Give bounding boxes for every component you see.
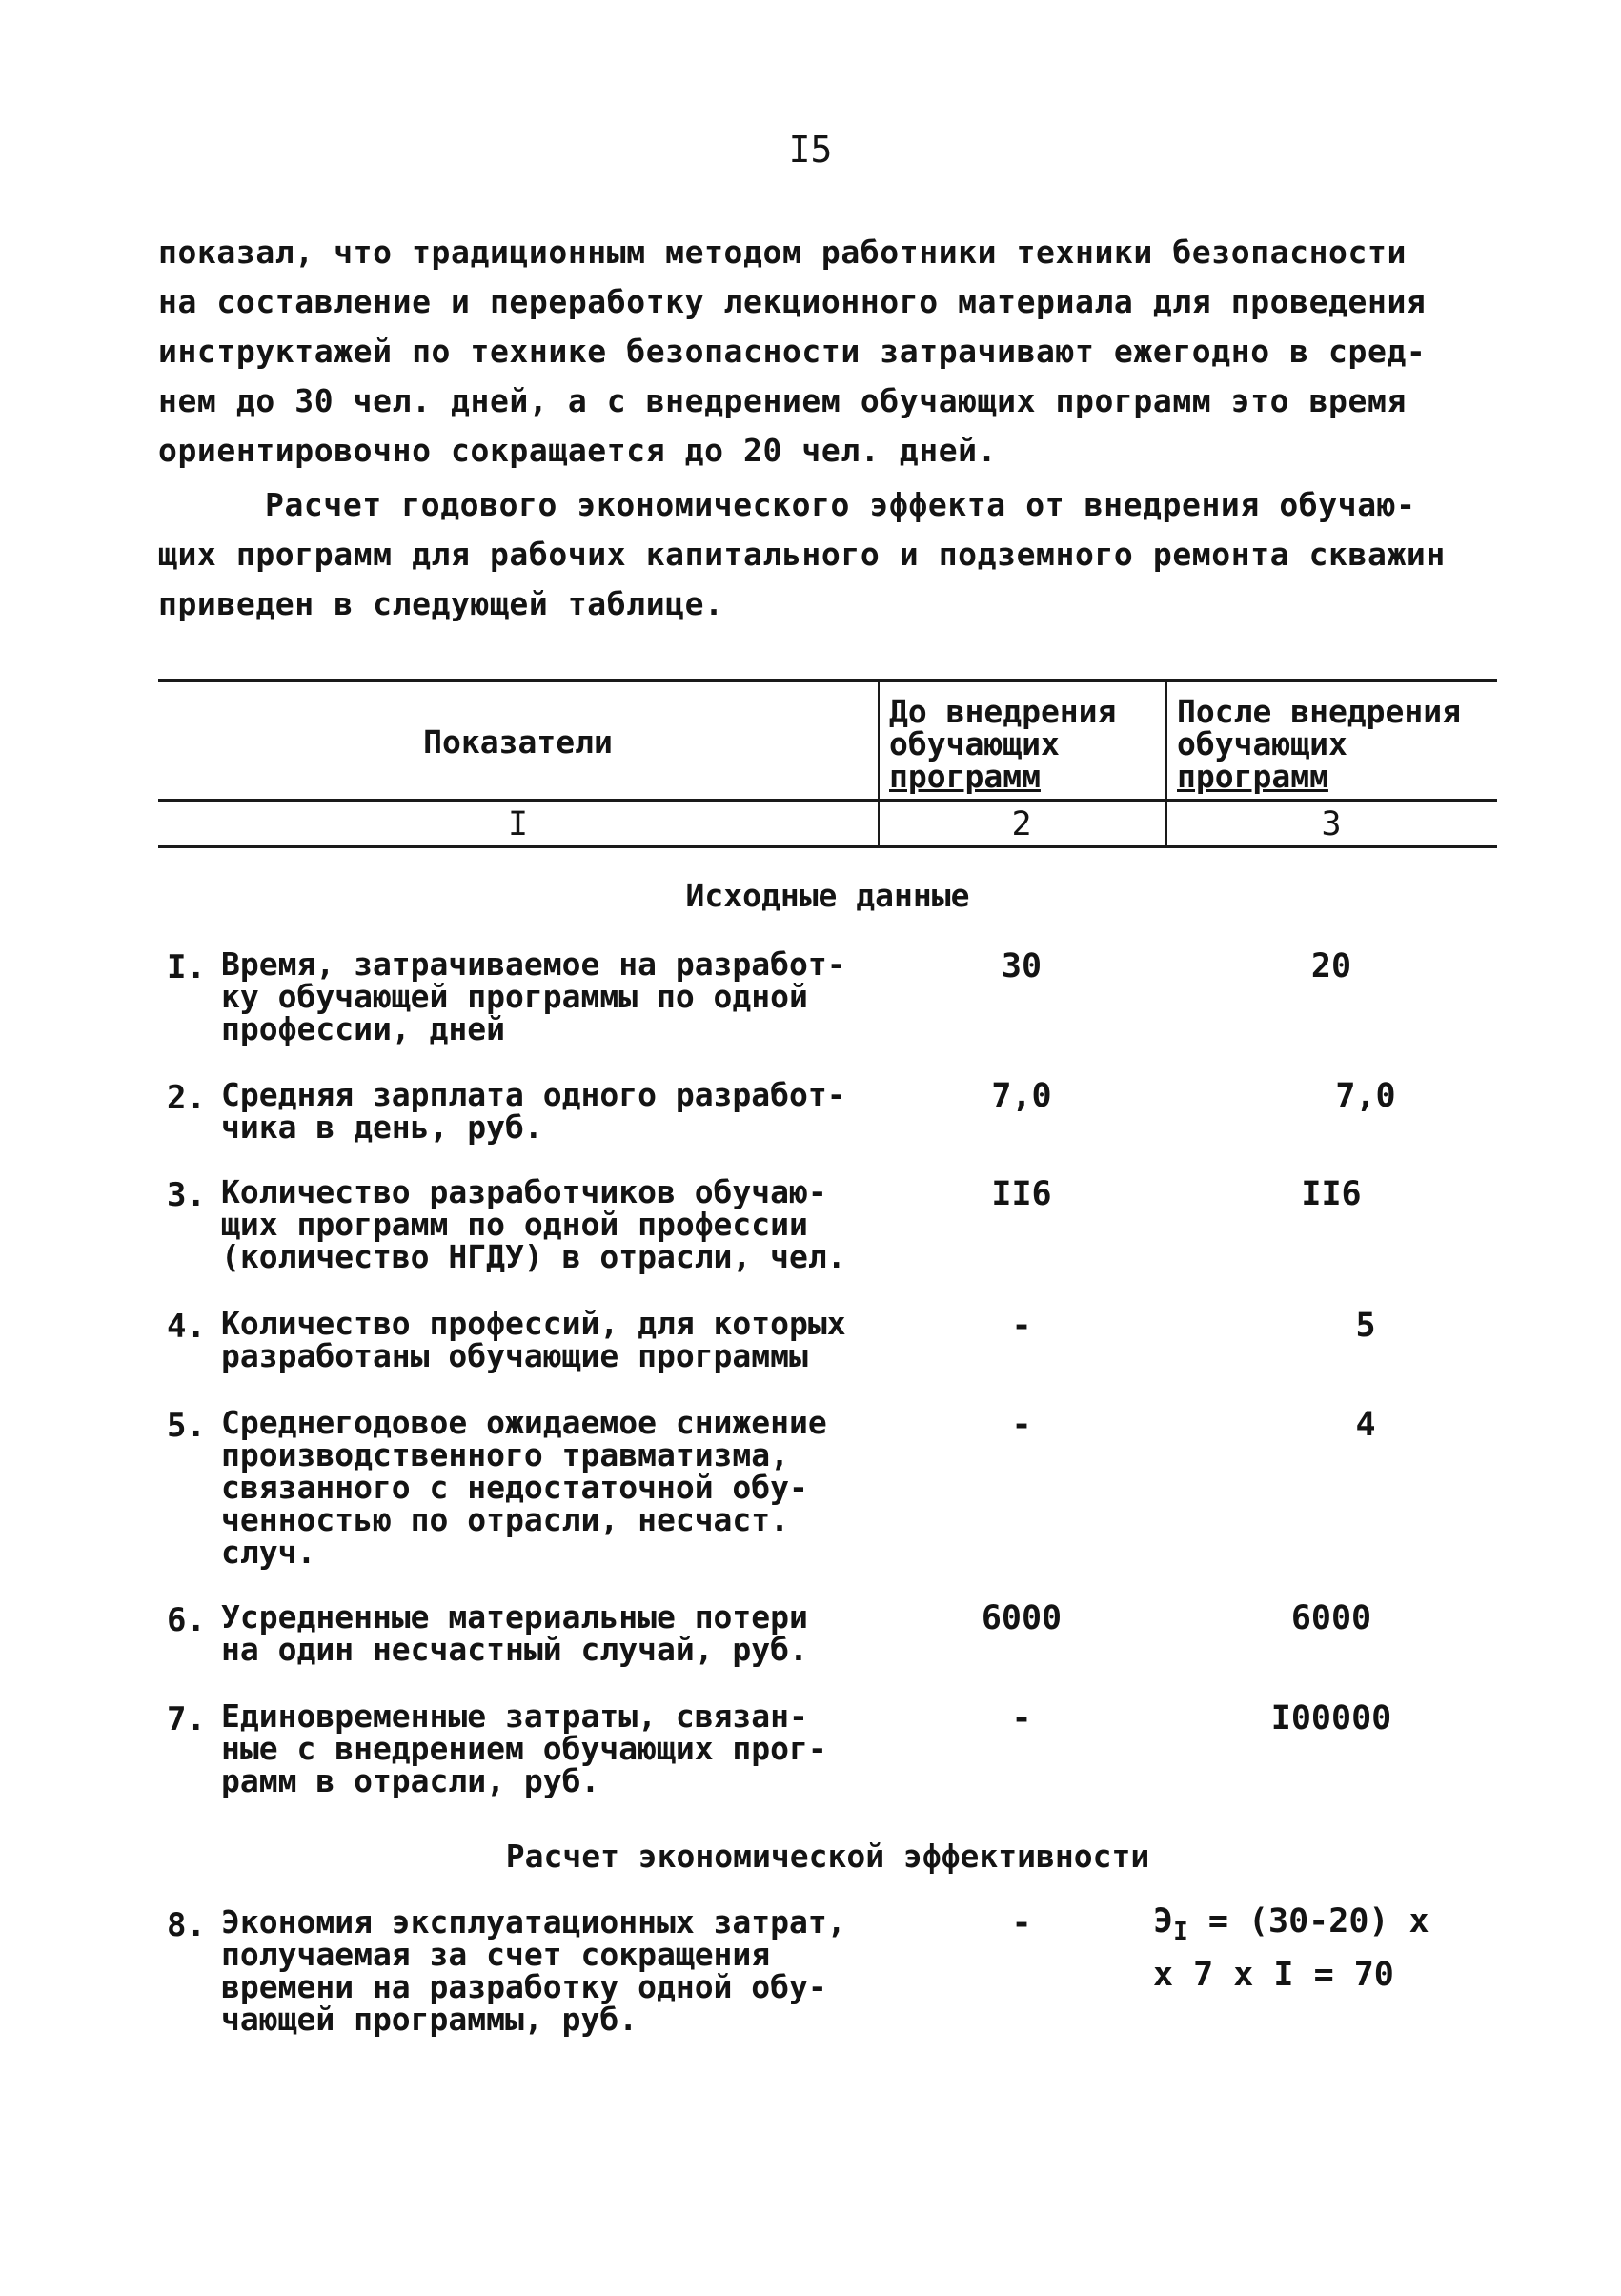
row-value-after: 20	[1310, 947, 1352, 985]
paragraph-1-line-3: инструктажей по технике безопасности затрачивают ежегодно в сред-	[158, 333, 1427, 370]
header-after-line-2: обучающих	[1177, 725, 1347, 762]
table-top-rule	[158, 679, 1497, 682]
paragraph-1-line-4: нем до 30 чел. дней, а с внедрением обучающих программ это время	[158, 382, 1407, 419]
header-after-line-3: программ	[1177, 758, 1328, 795]
section-title-economic-efficiency: Расчет экономической эффективности	[505, 1838, 1150, 1875]
formula-symbol: Э	[1153, 1902, 1174, 1940]
row-value-after: II6	[1301, 1175, 1362, 1213]
row-number: 2.	[167, 1079, 206, 1117]
row-number: 5.	[167, 1407, 206, 1445]
row-number: 6.	[167, 1601, 206, 1639]
row-value-after: I00000	[1270, 1699, 1392, 1737]
row-number: 3.	[167, 1176, 206, 1214]
formula-subscript: I	[1173, 1918, 1188, 1946]
row-value-before: II6	[991, 1175, 1052, 1213]
header-before-line-1: До внедрения	[889, 693, 1117, 730]
row-value-before: -	[1011, 1307, 1032, 1345]
row-label: Средняя зарплата одного разработ- чика в день, руб.	[221, 1076, 846, 1146]
paragraph-2-line-3: приведен в следующей таблице.	[158, 585, 724, 622]
row-label: Экономия эксплуатационных затрат, получаемая за счет сокращения времени на разработку одной обу- чающей программы, руб.	[221, 1903, 846, 2038]
row-value-before: 7,0	[991, 1077, 1052, 1115]
column-number-2: 2	[1011, 805, 1032, 843]
row-label: Время, затрачиваемое на разработ- ку обучающей программы по одной профессии, дней	[221, 945, 846, 1047]
row-value-before: -	[1011, 1904, 1032, 1942]
row-value-before: -	[1011, 1699, 1032, 1737]
header-before-line-3: программ	[889, 758, 1041, 795]
row-value-before: 6000	[981, 1599, 1063, 1637]
page-number: I5	[788, 129, 833, 171]
table-header-rule	[158, 799, 1497, 802]
paragraph-1-line-2: на составление и переработку лекционного материала для проведения	[158, 283, 1427, 320]
row-label: Усредненные материальные потери на один несчастный случай, руб.	[221, 1598, 808, 1668]
header-after-line-1: После внедрения	[1177, 693, 1462, 730]
paragraph-1-line-1: показал, что традиционным методом работники техники безопасности	[158, 234, 1407, 271]
row-number: 4.	[167, 1308, 206, 1346]
formula-expression: = (30-20) x	[1207, 1902, 1429, 1940]
header-indicators: Показатели	[423, 723, 613, 761]
row-label: Количество разработчиков обучаю- щих программ по одной профессии (количество НГДУ) в отрасли, чел.	[221, 1173, 846, 1275]
row-number: 8.	[167, 1906, 206, 1944]
row-value-before: 30	[1001, 947, 1043, 985]
row-label: Среднегодовое ожидаемое снижение производственного травматизма, связанного с недостаточной обу- ченностью по отрасли, несчаст. случ.	[221, 1404, 827, 1571]
paragraph-2-line-2: щих программ для рабочих капитального и подземного ремонта скважин	[158, 536, 1446, 573]
row-value-after: 6000	[1290, 1599, 1372, 1637]
row-number: 7.	[167, 1700, 206, 1738]
header-before-line-2: обучающих	[889, 725, 1060, 762]
paragraph-1-line-5: ориентировочно сокращается до 20 чел. дней.	[158, 432, 998, 469]
column-number-3: 3	[1321, 805, 1342, 843]
row-value-before: -	[1011, 1406, 1032, 1444]
row-number: I.	[167, 948, 206, 986]
row-label: Единовременные затраты, связан- ные с внедрением обучающих прог- рамм в отрасли, руб.	[221, 1697, 827, 1799]
section-title-initial-data: Исходные данные	[685, 877, 970, 914]
row-value-after: 4	[1355, 1406, 1376, 1444]
formula-line-2: x 7 x I = 70	[1153, 1956, 1394, 1994]
column-number-1: I	[507, 805, 529, 843]
formula-line-1	[1153, 1902, 1429, 1946]
row-label: Количество профессий, для которых разработаны обучающие программы	[221, 1305, 846, 1374]
table-colnum-rule	[158, 845, 1497, 848]
paragraph-2-line-1: Расчет годового экономического эффекта от внедрения обучаю-	[265, 486, 1416, 523]
row-value-after: 7,0	[1335, 1077, 1396, 1115]
row-value-after: 5	[1355, 1307, 1376, 1345]
